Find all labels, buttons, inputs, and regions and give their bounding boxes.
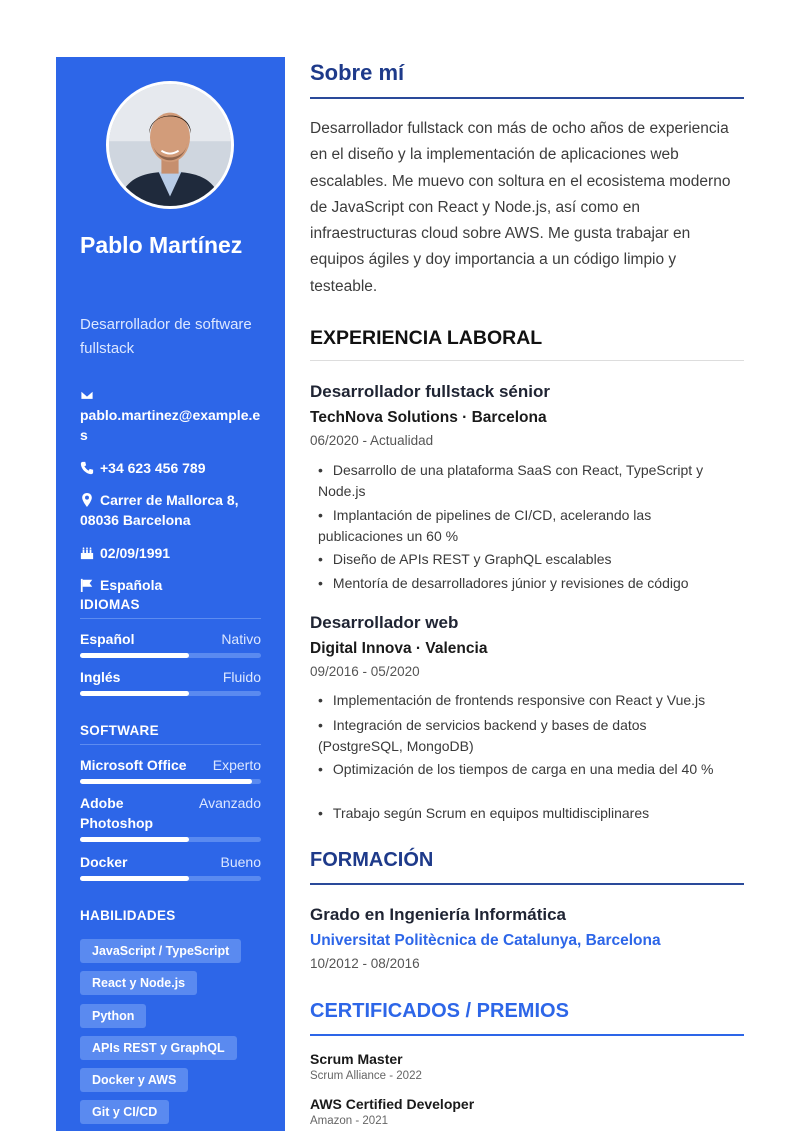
phone-icon [80,461,94,475]
software-level-fill [80,876,189,881]
job-bullet-text: Mentoría de desarrolladores júnior y revisiones de código [332,575,689,591]
software-name: Microsoft Office [80,757,187,773]
job-bullet-text: Desarrollo de una plataforma SaaS con React, TypeScript y Node.js [318,462,704,499]
contact-email[interactable] [80,385,265,445]
experience-title: EXPERIENCIA LABORAL [310,327,543,349]
job-bullet-text: Implementación de frontends responsive con React y Vue.js [332,692,706,708]
job-bullet-text: Integración de servicios backend y bases de datos (PostgreSQL, MongoDB) [318,717,647,754]
job-bullet: • Integración de servicios backend y bases de datos (PostgreSQL, MongoDB) [318,717,647,754]
software-name: Adobe Photoshop [80,795,154,831]
certificates-divider [310,1034,744,1036]
software-title: SOFTWARE [80,723,261,745]
language-name: Inglés [80,669,121,685]
skill-tag: JavaScript / TypeScript [80,939,241,963]
job-bullet: • Diseño de APIs REST y GraphQL escalables [318,551,612,567]
job-company: TechNova Solutions · Barcelona [310,409,547,426]
language-level-bar [80,691,261,696]
job-title: Desarrollador fullstack sénior [310,382,550,401]
software-level-bar [80,876,261,881]
flag-icon [80,578,94,592]
job-bullet: • Optimización de los tiempos de carga en una media del 40 % [318,761,714,777]
job-bullet-text: Implantación de pipelines de CI/CD, acelerando las publicaciones un 60 % [318,507,652,544]
job-bullet-text: Trabajo según Scrum en equipos multidisciplinares [332,805,650,821]
phone-text: +34 623 456 789 [100,460,206,476]
profile-photo [106,81,234,209]
profile-role: Desarrollador de software fullstack [80,316,252,357]
software-level-fill [80,779,252,784]
school-name: Universitat Politècnica de Catalunya, Barcelona [310,932,661,949]
software-level-bar [80,779,261,784]
address-text: Carrer de Mallorca 8, 08036 Barcelona [80,492,239,528]
contact-address [80,490,265,530]
software-item [80,793,261,833]
job-bullet: • Mentoría de desarrolladores júnior y revisiones de código [318,575,689,591]
certificate-detail: Amazon - 2021 [310,1115,388,1127]
about-text: Desarrollador fullstack con más de ocho años de experiencia en el diseño y la implementación de aplicaciones web escalables. Me muevo con soltura en el ecosistema moderno de JavaScript con React y Node.js, así como en infraestructuras cloud sobre AWS. Me gusta trabajar en equipos ágiles y doy importancia a un código limpio y testeable. [310,120,731,295]
profile-name: Pablo Martínez [80,232,243,258]
language-name: Español [80,631,135,647]
certificate-detail: Scrum Alliance - 2022 [310,1070,422,1082]
birthdate-text: 02/09/1991 [100,545,171,561]
software-level: Avanzado [198,795,261,811]
skill-tag: Docker y AWS [80,1068,188,1092]
skill-tag: React y Node.js [80,971,197,995]
envelope-icon [80,388,94,402]
sidebar [56,57,285,1131]
language-level-fill [80,653,189,658]
contact-birthdate [80,543,265,563]
certificate-name: Scrum Master [310,1051,403,1067]
job-bullet-text: Diseño de APIs REST y GraphQL escalables [332,551,612,567]
about-divider [310,97,744,99]
software-level: Bueno [220,854,261,870]
nationality-text: Española [100,577,163,593]
software-item [80,852,261,872]
software-level: Experto [212,757,261,773]
skill-tag: Python [80,1004,146,1028]
education-title: FORMACIÓN [310,849,434,871]
job-bullet-text: Optimización de los tiempos de carga en una media del 40 % [332,761,714,777]
education-divider [310,883,744,885]
language-item [80,667,261,687]
languages-title: IDIOMAS [80,597,261,619]
software-name: Docker [80,854,128,870]
software-item [80,755,261,775]
skill-tag: APIs REST y GraphQL [80,1036,237,1060]
language-level-fill [80,691,189,696]
email-text: pablo.martinez@example.es [80,407,261,443]
contact-phone[interactable] [80,458,265,478]
experience-divider [310,360,744,361]
job-dates: 06/2020 - Actualidad [310,433,434,448]
job-company: Digital Innova · Valencia [310,640,488,657]
certificates-title: CERTIFICADOS / PREMIOS [310,1000,569,1022]
job-bullet: • Desarrollo de una plataforma SaaS con React, TypeScript y Node.js [318,462,704,499]
language-item [80,629,261,649]
job-dates: 09/2016 - 05/2020 [310,664,420,679]
language-level: Nativo [221,631,261,647]
language-level-bar [80,653,261,658]
software-level-fill [80,837,189,842]
job-title: Desarrollador web [310,613,459,632]
job-bullet: • Trabajo según Scrum en equipos multidisciplinares [318,805,650,821]
software-level-bar [80,837,261,842]
job-bullet: • Implantación de pipelines de CI/CD, acelerando las publicaciones un 60 % [318,507,652,544]
certificate-name: AWS Certified Developer [310,1096,475,1112]
job-bullet: • Implementación de frontends responsive con React y Vue.js [318,692,706,708]
avatar [109,84,231,206]
contact-nationality [80,575,265,595]
skills-title: HABILIDADES [80,908,176,923]
about-title: Sobre mí [310,60,405,85]
education-dates: 10/2012 - 08/2016 [310,956,420,971]
degree-title: Grado en Ingeniería Informática [310,905,567,924]
skill-tag: Git y CI/CD [80,1100,169,1124]
map-pin-icon [80,493,94,507]
cake-icon [80,546,94,560]
language-level: Fluido [222,669,261,685]
